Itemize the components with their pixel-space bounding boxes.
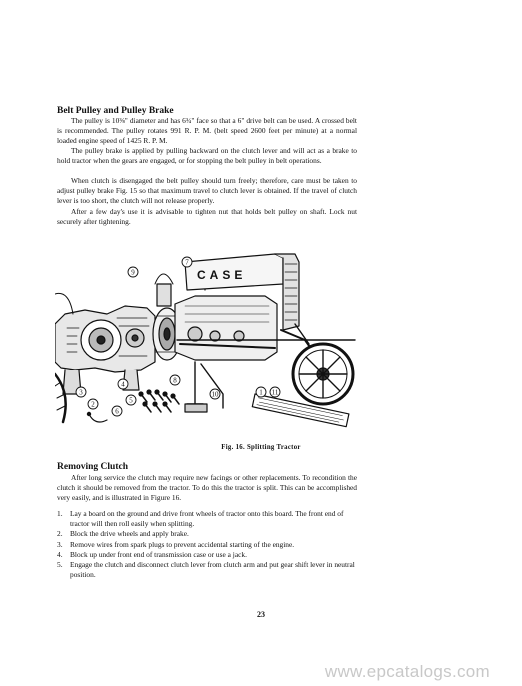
callout-8: 8	[173, 376, 177, 385]
transmission-rear-section	[55, 306, 155, 394]
callout-3: 3	[79, 388, 83, 397]
list-item: 1. Lay a board on the ground and drive front wheels of tractor onto this board. The front end of tractor will then roll easily when splitting.	[57, 509, 344, 529]
callout-9: 9	[131, 268, 135, 277]
paragraph-tighten-nut: After a few day's use it is advisable to tighten nut that holds belt pulley on shaft. Lock nut securely after tightening.	[57, 207, 357, 227]
callout-7: 7	[185, 258, 189, 267]
callout-2: 2	[91, 400, 95, 409]
loose-bolts	[139, 390, 179, 412]
paragraph-clutch-intro: After long service the clutch may require new facings or other replacements. To recondition the clutch it should be removed from the tractor. To do this the tractor is split. This can be accomplished very easily, and is illustrated in Figure 16.	[57, 473, 357, 503]
list-item: 4. Block up under front end of transmission case or use a jack.	[57, 549, 247, 559]
callout-6: 6	[115, 407, 119, 416]
paragraph-pulley-brake: The pulley brake is applied by pulling backward on the clutch lever and will act as a brake to hold tractor when the gears are engaged, or for stopping the belt pulley in belt operations.	[57, 146, 357, 166]
section-heading-removing-clutch: Removing Clutch	[57, 462, 128, 472]
watermark: www.epcatalogs.com	[324, 662, 490, 681]
case-logo: CASE	[197, 268, 247, 282]
clutch-removal-steps	[57, 509, 357, 580]
paragraph-pulley-specs: The pulley is 10⅜" diameter and has 6¾" face so that a 6" drive belt can be used. A crossed belt is recommended. The pulley rotates 991 R. P. M. (belt speed 2600 feet per minute) at a normal loaded engine speed of 1425 R. P. M.	[57, 116, 357, 146]
support-stand	[185, 362, 223, 412]
paragraph-clutch-disengaged: When clutch is disengaged the belt pulley should turn freely; therefore, care must be taken to adjust pulley brake Fig. 15 so that maximum travel to clutch lever is obtained. If the travel of clutch lever is too short, the clutch will not release properly.	[57, 176, 357, 206]
callout-1: 1	[259, 388, 263, 397]
front-wheel	[293, 344, 353, 404]
list-item: 5. Engage the clutch and disconnect clutch lever from clutch arm and put gear shift lever in neutral position.	[57, 560, 355, 580]
figure-caption: Fig. 16. Splitting Tractor	[221, 444, 301, 451]
section-heading-belt-pulley: Belt Pulley and Pulley Brake	[57, 106, 174, 116]
callout-5: 5	[129, 396, 133, 405]
loose-wire	[87, 412, 107, 422]
list-item: 2. Block the drive wheels and apply brake.	[57, 529, 189, 539]
callout-4: 4	[121, 380, 125, 389]
callout-10: 10	[211, 390, 219, 399]
splitting-tractor-illustration	[55, 244, 361, 440]
list-item: 3. Remove wires from spark plugs to prevent accidental starting of the engine.	[57, 539, 295, 549]
page-number: 23	[257, 610, 265, 619]
callout-11: 11	[271, 388, 279, 397]
